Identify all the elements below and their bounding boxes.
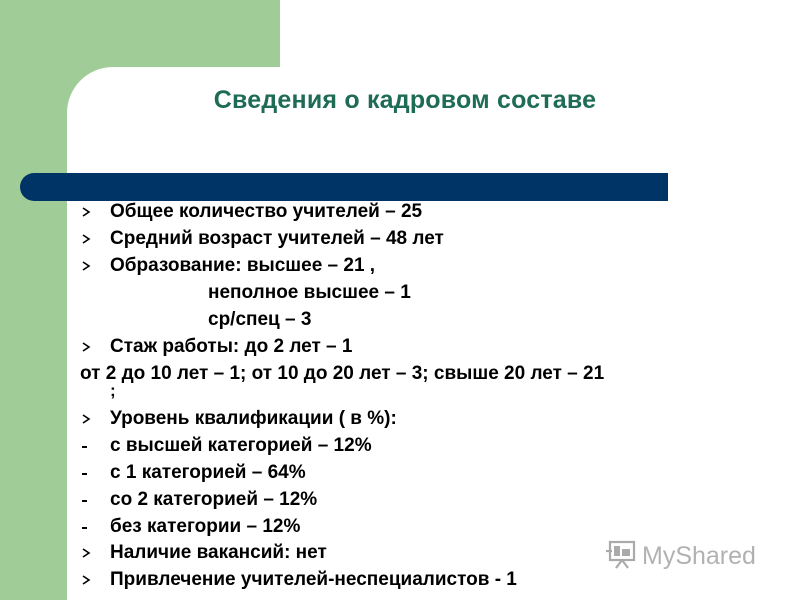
list-item-text: Привлечение учителей-неспециалистов - 1 (110, 569, 517, 590)
list-item-text: без категории – 12% (110, 516, 301, 537)
list-item-text: со 2 категорией – 12% (110, 489, 318, 510)
dash-bullet-icon (82, 435, 90, 457)
watermark-text: MyShared (642, 541, 756, 570)
list-item-text: Общее количество учителей – 25 (110, 201, 423, 222)
watermark (604, 538, 756, 574)
list-item-text: Стаж работы: до 2 лет – 1 (110, 336, 353, 357)
list-item-text: Средний возраст учителей – 48 лет (110, 228, 444, 249)
slide-title: Сведения о кадровом составе (213, 86, 597, 114)
arrow-bullet-icon (82, 255, 92, 277)
arrow-bullet-icon (82, 201, 92, 223)
list-item-text: от 2 до 10 лет – 1; от 10 до 20 лет – 3; свыше 20 лет – 21 (80, 363, 605, 384)
list-item-text: с высшей категорией – 12% (110, 435, 372, 456)
arrow-bullet-icon (82, 542, 92, 564)
list-item-text: с 1 категорией – 64% (110, 462, 306, 483)
list-item-text: неполное высшее – 1 (208, 282, 411, 303)
dash-bullet-icon (82, 516, 90, 538)
arrow-bullet-icon (82, 408, 92, 430)
list-item-text: ср/спец – 3 (208, 309, 312, 330)
list-item-text: Уровень квалификации ( в %): (110, 408, 397, 429)
arrow-bullet-icon (82, 228, 92, 250)
list-item-text: Образование: высшее – 21 , (110, 255, 376, 276)
presentation-board-icon (604, 538, 638, 575)
dash-bullet-icon (82, 489, 90, 511)
dash-bullet-icon (82, 462, 90, 484)
arrow-bullet-icon (82, 336, 92, 358)
list-item-text: ; (110, 381, 116, 400)
arrow-bullet-icon (82, 569, 92, 591)
list-item-text: Наличие вакансий: нет (110, 542, 327, 563)
